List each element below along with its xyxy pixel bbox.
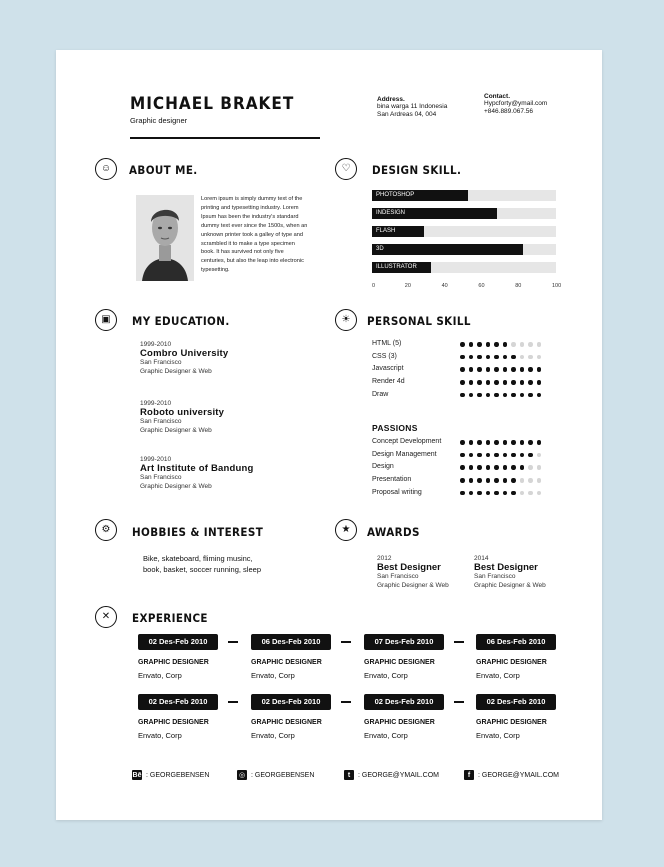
rating-dot	[528, 478, 533, 483]
rating-dot	[537, 453, 542, 458]
education-item	[140, 400, 224, 435]
passion-row	[372, 438, 552, 448]
skill-bar-track	[372, 208, 556, 219]
skill-label: Draw	[372, 390, 389, 398]
candidate-name: MICHAEL BRAKET	[130, 94, 295, 114]
experience-job-title: GRAPHIC DESIGNER	[476, 719, 547, 726]
contact-block	[484, 93, 547, 116]
rating-dot	[486, 393, 491, 398]
experience-company: Envato, Corp	[364, 671, 408, 680]
rating-dot	[528, 380, 533, 385]
skill-label: Design	[372, 463, 394, 471]
rating-dot	[494, 355, 499, 360]
rating-dot	[486, 491, 491, 496]
experience-job-title: GRAPHIC DESIGNER	[364, 719, 435, 726]
rating-dot	[469, 355, 474, 360]
education-field: Graphic Designer & Web	[140, 482, 212, 490]
experience-job-title: GRAPHIC DESIGNER	[251, 659, 322, 666]
rating-dot	[494, 465, 499, 470]
design-skill-title: DESIGN SKILL.	[372, 163, 462, 177]
education-title: MY EDUCATION.	[132, 314, 230, 328]
skill-rating	[460, 380, 541, 385]
rating-dot	[511, 440, 516, 445]
rating-dot	[511, 453, 516, 458]
axis-tick-label: 20	[404, 283, 411, 289]
education-school: Roboto university	[140, 407, 225, 418]
address-label: Address.	[377, 96, 405, 103]
about-user-icon: ☺	[95, 158, 117, 180]
rating-dot	[520, 453, 525, 458]
rating-dot	[537, 478, 542, 483]
timeline-dash	[341, 641, 351, 643]
rating-dot	[460, 453, 465, 458]
skill-rating	[460, 355, 541, 360]
rating-dot	[469, 342, 474, 347]
rating-dot	[494, 393, 499, 398]
rating-dot	[486, 367, 491, 372]
social-handle: : GEORGEBENSEN	[251, 771, 315, 779]
experience-job-title: GRAPHIC DESIGNER	[138, 719, 209, 726]
rating-dot	[520, 491, 525, 496]
skill-bar-track	[372, 190, 556, 201]
education-city: San Francisco	[140, 474, 182, 481]
passion-row	[372, 489, 552, 499]
education-year: 1999-2010	[140, 341, 172, 348]
axis-tick-label: 80	[515, 283, 522, 289]
education-school: Art Institute of Bandung	[140, 463, 254, 474]
experience-company: Envato, Corp	[138, 731, 182, 740]
skill-label: HTML (5)	[372, 340, 402, 347]
experience-date-badge: 02 Des-Feb 2010	[476, 694, 556, 710]
rating-dot	[503, 367, 508, 372]
skill-label: Presentation	[372, 476, 412, 484]
rating-dot	[520, 440, 525, 445]
rating-dot	[537, 342, 542, 347]
social-link[interactable]	[464, 770, 559, 780]
rating-dot	[520, 342, 525, 347]
skill-rating	[460, 342, 541, 347]
social-handle: : GEORGEBENSEN	[146, 771, 210, 779]
passion-row	[372, 476, 552, 486]
rating-dot	[528, 393, 533, 398]
rating-dot	[537, 380, 542, 385]
rating-dot	[494, 380, 499, 385]
skill-row	[372, 391, 552, 401]
rating-dot	[520, 380, 525, 385]
rating-dot	[528, 440, 533, 445]
rating-dot	[528, 367, 533, 372]
experience-date-badge: 02 Des-Feb 2010	[138, 694, 218, 710]
rating-dot	[537, 465, 542, 470]
rating-dot	[537, 367, 542, 372]
skill-row	[372, 353, 552, 363]
experience-job-title: GRAPHIC DESIGNER	[476, 659, 547, 666]
skill-row	[372, 365, 552, 375]
rating-dot	[494, 478, 499, 483]
rating-dot	[503, 440, 508, 445]
social-handle: : GEORGE@YMAIL.COM	[358, 771, 440, 779]
passions-title: PASSIONS	[372, 423, 418, 433]
rating-dot	[477, 342, 482, 347]
experience-date-badge: 02 Des-Feb 2010	[138, 634, 218, 650]
rating-dot	[486, 478, 491, 483]
timeline-dash	[228, 701, 238, 703]
experience-date-badge: 06 Des-Feb 2010	[476, 634, 556, 650]
rating-dot	[469, 393, 474, 398]
experience-date-badge: 02 Des-Feb 2010	[251, 694, 331, 710]
education-briefcase-icon: ▣	[95, 309, 117, 331]
social-link[interactable]	[132, 770, 209, 780]
experience-date-badge: 06 Des-Feb 2010	[251, 634, 331, 650]
rating-dot	[469, 367, 474, 372]
education-year: 1999-2010	[140, 400, 172, 407]
rating-dot	[460, 478, 465, 483]
timeline-dash	[341, 701, 351, 703]
skill-bar: ILLUSTRATOR	[372, 262, 431, 273]
skill-bar: PHOTOSHOP	[372, 190, 468, 201]
skill-rating	[460, 367, 541, 372]
rating-dot	[528, 491, 533, 496]
skill-row	[372, 340, 552, 350]
skill-rating	[460, 440, 541, 445]
candidate-role: Graphic designer	[130, 116, 188, 125]
education-item	[140, 456, 254, 491]
rating-dot	[528, 355, 533, 360]
twitter-icon: t	[344, 770, 354, 780]
experience-job-title: GRAPHIC DESIGNER	[251, 719, 322, 726]
skill-bar: INDESIGN	[372, 208, 497, 219]
hobbies-bike-icon: ⚙	[95, 519, 117, 541]
timeline-dash	[454, 701, 464, 703]
rating-dot	[477, 453, 482, 458]
timeline-dash	[228, 641, 238, 643]
award-field: Graphic Designer & Web	[474, 581, 546, 589]
design-heart-icon: ♡	[335, 158, 357, 180]
contact-phone: +846.889.067.56	[484, 108, 533, 115]
rating-dot	[460, 440, 465, 445]
rating-dot	[477, 367, 482, 372]
header-divider	[130, 137, 320, 139]
rating-dot	[511, 342, 516, 347]
experience-grid	[138, 634, 558, 754]
rating-dot	[511, 491, 516, 496]
address-block	[377, 96, 447, 119]
skill-bar-track	[372, 226, 556, 237]
award-city: San Francisco	[474, 573, 516, 580]
rating-dot	[460, 491, 465, 496]
facebook-icon: f	[464, 770, 474, 780]
hobbies-text: Bike, skateboard, fliming musinc, book, basket, soccer running, sleep	[143, 554, 261, 574]
rating-dot	[460, 355, 465, 360]
design-skill-chart	[372, 190, 562, 295]
award-title: Best Designer	[474, 562, 538, 573]
rating-dot	[520, 478, 525, 483]
rating-dot	[503, 465, 508, 470]
awards-title: AWARDS	[367, 525, 420, 539]
rating-dot	[537, 393, 542, 398]
skill-rating	[460, 465, 541, 470]
about-text: Lorem ipsum is simply dummy text of the printing and typesetting industry. Lorem Ipsum has been the industry's standard dummy text ever since the 1500s, when an unknown printer took a galley of type and scrambled it to make a type specimen book. It has survived not only five centuries, but also the leap into electronic typesetting.	[201, 196, 308, 274]
skill-label: CSS (3)	[372, 352, 397, 360]
rating-dot	[503, 393, 508, 398]
contact-label: Contact.	[484, 93, 510, 100]
timeline-dash	[454, 641, 464, 643]
experience-company: Envato, Corp	[476, 671, 520, 680]
skill-bar: FLASH	[372, 226, 424, 237]
social-link[interactable]	[237, 770, 314, 780]
rating-dot	[477, 393, 482, 398]
rating-dot	[469, 465, 474, 470]
experience-company: Envato, Corp	[476, 731, 520, 740]
hobbies-title: HOBBIES & INTEREST	[132, 525, 264, 539]
portrait-illustration	[136, 195, 194, 281]
skill-bar: 3D	[372, 244, 523, 255]
personal-bulb-icon: ☀	[335, 309, 357, 331]
rating-dot	[503, 491, 508, 496]
skill-row	[372, 378, 552, 388]
rating-dot	[477, 465, 482, 470]
rating-dot	[520, 355, 525, 360]
rating-dot	[477, 440, 482, 445]
rating-dot	[494, 367, 499, 372]
rating-dot	[503, 453, 508, 458]
rating-dot	[469, 491, 474, 496]
rating-dot	[528, 453, 533, 458]
rating-dot	[520, 465, 525, 470]
personal-skill-title: PERSONAL SKILL	[367, 314, 471, 328]
rating-dot	[477, 478, 482, 483]
awards-trophy-icon: ★	[335, 519, 357, 541]
contact-email[interactable]: Hypcforty@ymail.com	[484, 100, 548, 107]
rating-dot	[494, 491, 499, 496]
education-field: Graphic Designer & Web	[140, 367, 212, 375]
rating-dot	[477, 380, 482, 385]
axis-tick-label: 40	[441, 283, 448, 289]
skill-label: Proposal writing	[372, 488, 422, 496]
skill-rating	[460, 393, 541, 398]
rating-dot	[503, 478, 508, 483]
rating-dot	[486, 342, 491, 347]
axis-tick-label: 100	[552, 283, 562, 289]
experience-company: Envato, Corp	[251, 731, 295, 740]
award-year: 2012	[377, 555, 392, 562]
rating-dot	[486, 453, 491, 458]
experience-company: Envato, Corp	[251, 671, 295, 680]
skill-rating	[460, 453, 541, 458]
rating-dot	[511, 465, 516, 470]
rating-dot	[486, 440, 491, 445]
rating-dot	[511, 355, 516, 360]
rating-dot	[460, 380, 465, 385]
rating-dot	[460, 367, 465, 372]
rating-dot	[503, 342, 508, 347]
education-city: San Francisco	[140, 359, 182, 366]
rating-dot	[503, 380, 508, 385]
rating-dot	[477, 491, 482, 496]
skill-label: Design Management	[372, 450, 437, 458]
rating-dot	[537, 355, 542, 360]
rating-dot	[494, 342, 499, 347]
rating-dot	[528, 465, 533, 470]
rating-dot	[511, 367, 516, 372]
education-field: Graphic Designer & Web	[140, 426, 212, 434]
skill-rating	[460, 478, 541, 483]
rating-dot	[511, 478, 516, 483]
about-title: ABOUT ME.	[129, 163, 198, 177]
rating-dot	[503, 355, 508, 360]
rating-dot	[469, 380, 474, 385]
skill-label: Concept Development	[372, 438, 442, 445]
experience-tools-icon: ✕	[95, 606, 117, 628]
experience-company: Envato, Corp	[138, 671, 182, 680]
award-item	[474, 555, 546, 590]
rating-dot	[520, 367, 525, 372]
education-item	[140, 341, 228, 376]
award-year: 2014	[474, 555, 489, 562]
behance-icon: Bē	[132, 771, 142, 779]
social-footer	[132, 770, 562, 786]
social-link[interactable]	[344, 770, 439, 780]
skill-label: Render 4d	[372, 378, 405, 386]
education-city: San Francisco	[140, 418, 182, 425]
rating-dot	[528, 342, 533, 347]
award-city: San Francisco	[377, 573, 419, 580]
rating-dot	[537, 440, 542, 445]
rating-dot	[460, 465, 465, 470]
rating-dot	[460, 393, 465, 398]
experience-job-title: GRAPHIC DESIGNER	[364, 659, 435, 666]
rating-dot	[469, 440, 474, 445]
experience-title: EXPERIENCE	[132, 611, 208, 625]
experience-company: Envato, Corp	[364, 731, 408, 740]
experience-date-badge: 07 Des-Feb 2010	[364, 634, 444, 650]
axis-tick-label: 0	[372, 283, 376, 289]
axis-tick-label: 60	[478, 283, 485, 289]
rating-dot	[486, 465, 491, 470]
experience-date-badge: 02 Des-Feb 2010	[364, 694, 444, 710]
profile-photo	[136, 195, 194, 281]
rating-dot	[477, 355, 482, 360]
rating-dot	[486, 355, 491, 360]
rating-dot	[511, 393, 516, 398]
skill-rating	[460, 491, 541, 496]
rating-dot	[469, 453, 474, 458]
skill-label: Javascript	[372, 365, 404, 373]
instagram-icon: ◎	[238, 772, 246, 779]
education-year: 1999-2010	[140, 456, 172, 463]
rating-dot	[486, 380, 491, 385]
rating-dot	[494, 440, 499, 445]
social-handle: : GEORGE@YMAIL.COM	[478, 771, 560, 779]
address-line-1: bina warga 11 Indonesia	[377, 103, 448, 110]
skill-bar-track	[372, 262, 556, 273]
rating-dot	[469, 478, 474, 483]
rating-dot	[460, 342, 465, 347]
award-title: Best Designer	[377, 562, 441, 573]
experience-job-title: GRAPHIC DESIGNER	[138, 659, 209, 666]
rating-dot	[537, 491, 542, 496]
rating-dot	[520, 393, 525, 398]
education-school: Combro University	[140, 348, 229, 359]
award-item	[377, 555, 449, 590]
rating-dot	[511, 380, 516, 385]
resume-page	[56, 50, 602, 820]
passion-row	[372, 463, 552, 473]
award-field: Graphic Designer & Web	[377, 581, 449, 589]
address-line-2: San Ardreas 04, 004	[377, 111, 437, 118]
rating-dot	[494, 453, 499, 458]
passion-row	[372, 451, 552, 461]
skill-bar-track	[372, 244, 556, 255]
